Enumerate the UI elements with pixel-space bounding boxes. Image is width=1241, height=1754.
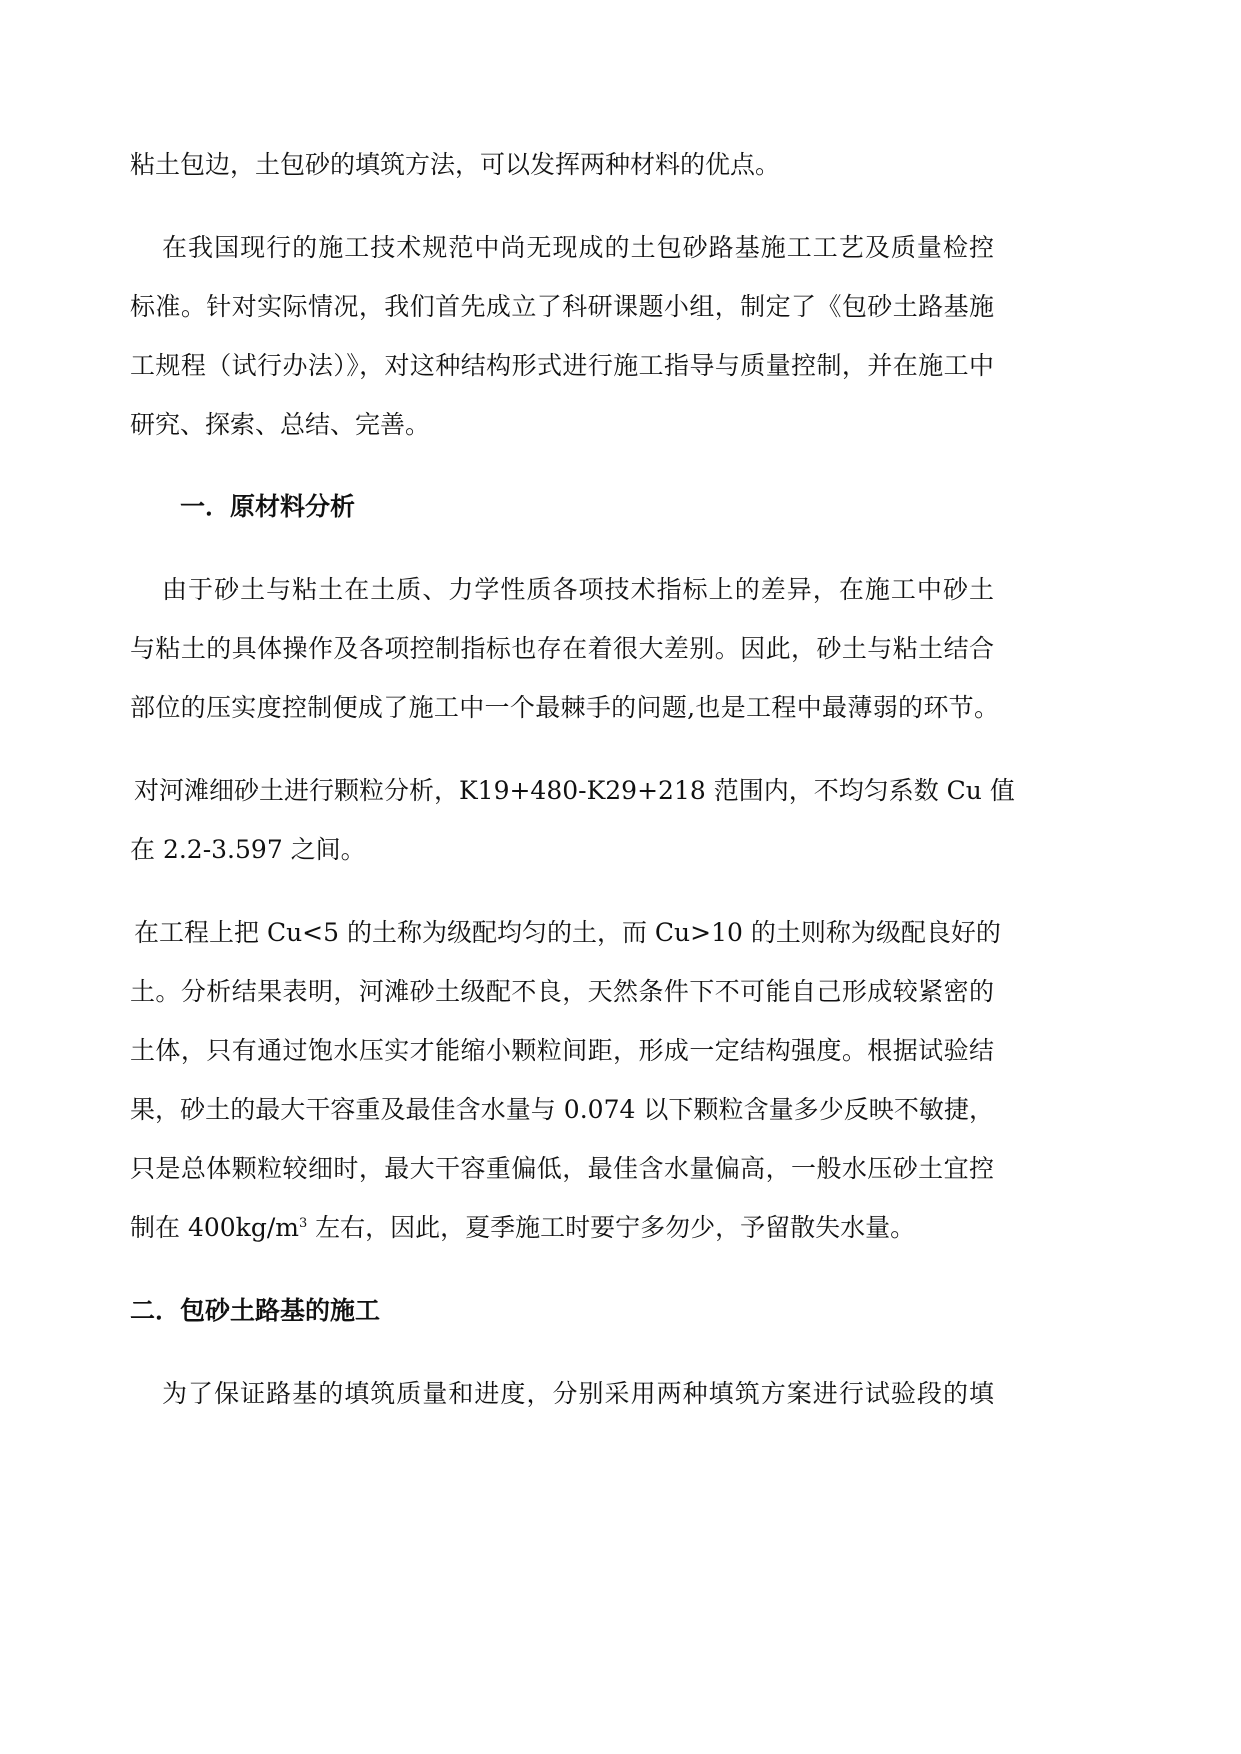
superscript-exponent: 3 (298, 1216, 308, 1231)
paragraph-line: 由于砂土与粘土在土质、力学性质各项技术指标上的差异，在施工中砂土 (162, 575, 994, 604)
paragraph-line-text: 制在 400kg/m (130, 1213, 299, 1242)
paragraph-line: 只是总体颗粒较细时，最大干容重偏低，最佳含水量偏高，一般水压砂土宜控 (130, 1154, 994, 1183)
section-heading: 一．原材料分析 (180, 492, 356, 521)
paragraph-line: 与粘土的具体操作及各项控制指标也存在着很大差别。因此，砂土与粘土结合 (130, 634, 994, 663)
paragraph-line: 土体，只有通过饱水压实才能缩小颗粒间距，形成一定结构强度。根据试验结 (130, 1036, 994, 1065)
paragraph-line: 土。分析结果表明，河滩砂土级配不良，天然条件下不可能自己形成较紧密的 (130, 977, 994, 1006)
paragraph-line: 果，砂土的最大干容重及最佳含水量与 0.074 以下颗粒含量多少反映不敏捷， (130, 1095, 994, 1124)
paragraph-line: 部位的压实度控制便成了施工中一个最棘手的问题,也是工程中最薄弱的环节。 (130, 693, 999, 722)
paragraph-line: 工规程（试行办法）》，对这种结构形式进行施工指导与质量控制，并在施工中 (130, 351, 994, 380)
section-heading: 二．包砂土路基的施工 (130, 1296, 381, 1325)
paragraph-line-text: 左右，因此，夏季施工时要宁多勿少，予留散失水量。 (307, 1213, 916, 1242)
paragraph-line: 在我国现行的施工技术规范中尚无现成的土包砂路基施工工艺及质量检控 (162, 233, 994, 262)
paragraph-line: 研究、探索、总结、完善。 (130, 410, 431, 439)
paragraph-line: 对河滩细砂土进行颗粒分析，K19+480-K29+218 范围内，不均匀系数 Cu 值 (134, 776, 1015, 805)
paragraph-line (130, 1210, 1112, 1246)
paragraph-line: 为了保证路基的填筑质量和进度，分别采用两种填筑方案进行试验段的填 (162, 1379, 994, 1408)
paragraph-line: 在 2.2-3.597 之间。 (130, 835, 366, 864)
paragraph-line: 标准。针对实际情况，我们首先成立了科研课题小组，制定了《包砂土路基施 (130, 292, 994, 321)
paragraph-line: 在工程上把 Cu<5 的土称为级配均匀的土，而 Cu>10 的土则称为级配良好的 (134, 918, 1001, 947)
paragraph-line: 粘土包边，土包砂的填筑方法，可以发挥两种材料的优点。 (130, 150, 781, 179)
